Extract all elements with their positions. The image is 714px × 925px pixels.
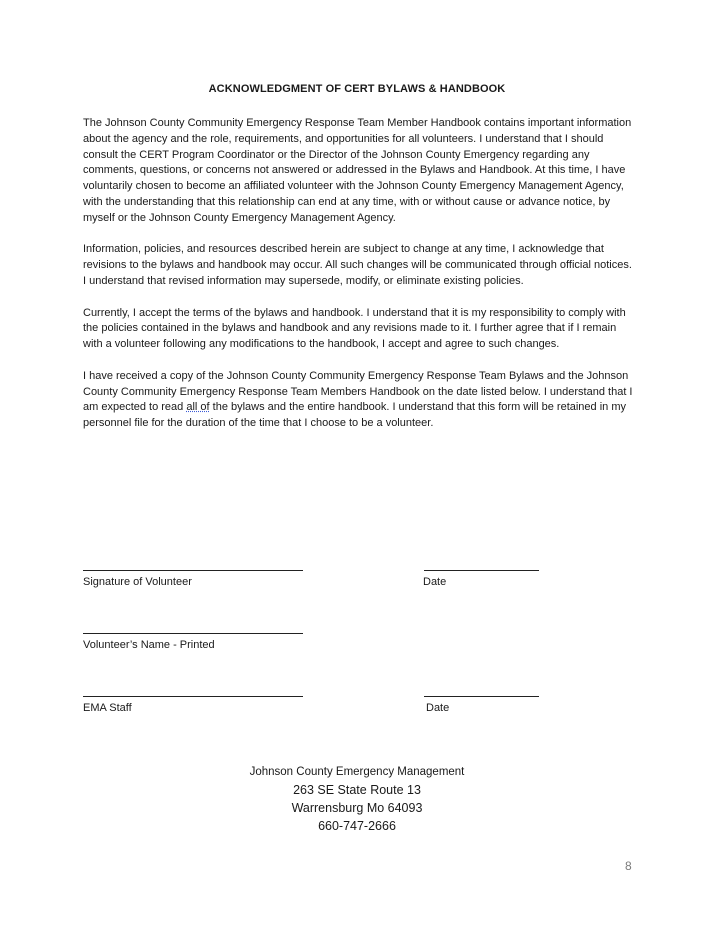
volunteer-signature-label: Signature of Volunteer — [83, 576, 192, 588]
document-title: ACKNOWLEDGMENT OF CERT BYLAWS & HANDBOOK — [208, 83, 506, 95]
date-label-2: Date — [426, 702, 450, 714]
paragraph-receipt — [83, 369, 635, 432]
volunteer-signature-line[interactable] — [83, 570, 303, 571]
ema-staff-label: EMA Staff — [83, 702, 132, 714]
footer-address — [0, 764, 714, 835]
volunteer-name-label: Volunteer’s Name - Printed — [83, 639, 215, 651]
paragraph-policy-changes: Information, policies, and resources described herein are subject to change at any time, I acknowledge that revisions to the bylaws and handbook may occur. All such changes will be communicated through official notices. I understand that revised information may supersede, modify, or eliminate existing policies. — [83, 243, 632, 287]
footer-city: Warrensburg Mo 64093 — [291, 801, 423, 815]
date-line-2[interactable] — [424, 696, 539, 697]
receipt-text-start: I have received a copy of the Johnson County Community Emergency Response Team Bylaws and the Johnson County Community Emergency Response Team Members Handbook on the date listed below. I understand that I am expected to read — [83, 369, 633, 414]
footer-organization: Johnson County Emergency Management — [249, 766, 465, 778]
ema-staff-line[interactable] — [83, 696, 303, 697]
paragraph-agency-info: The Johnson County Community Emergency Response Team Member Handbook contains important information about the agency and the role, requirements, and opportunities for all volunteers. I understand that I should consult the CERT Program Coordinator or the Director of the Johnson County Emergency regarding any comments, questions, or concerns not answered or addressed in the Bylaws and Handbook. At this time, I have voluntarily chosen to become an affiliated volunteer with the Johnson County Emergency Management Agency, with the understanding that this relationship can end at any time, with or without cause or advance notice, by myself or the Johnson County Emergency Management Agency. — [83, 117, 632, 224]
paragraph-accept-terms: Currently, I accept the terms of the bylaws and handbook. I understand that it is my responsibility to comply with the policies contained in the bylaws and handbook and any revisions made to it. I further agree that if I remain with a volunteer following any modifications to the handbook, I accept and agree to such changes. — [83, 306, 626, 351]
page-number: 8 — [625, 859, 632, 873]
body-text — [83, 116, 635, 448]
date-line-1[interactable] — [424, 570, 539, 571]
footer-street: 263 SE State Route 13 — [293, 783, 421, 797]
receipt-text-end: the bylaws and the entire handbook. I understand that this form will be retained in my personnel file for the duration of the time that I choose to be a volunteer. — [83, 401, 626, 430]
date-label-1: Date — [423, 576, 447, 588]
footer-phone: 660-747-2666 — [318, 819, 396, 833]
volunteer-name-line[interactable] — [83, 633, 303, 634]
grammar-flagged-text: all of — [186, 401, 210, 414]
